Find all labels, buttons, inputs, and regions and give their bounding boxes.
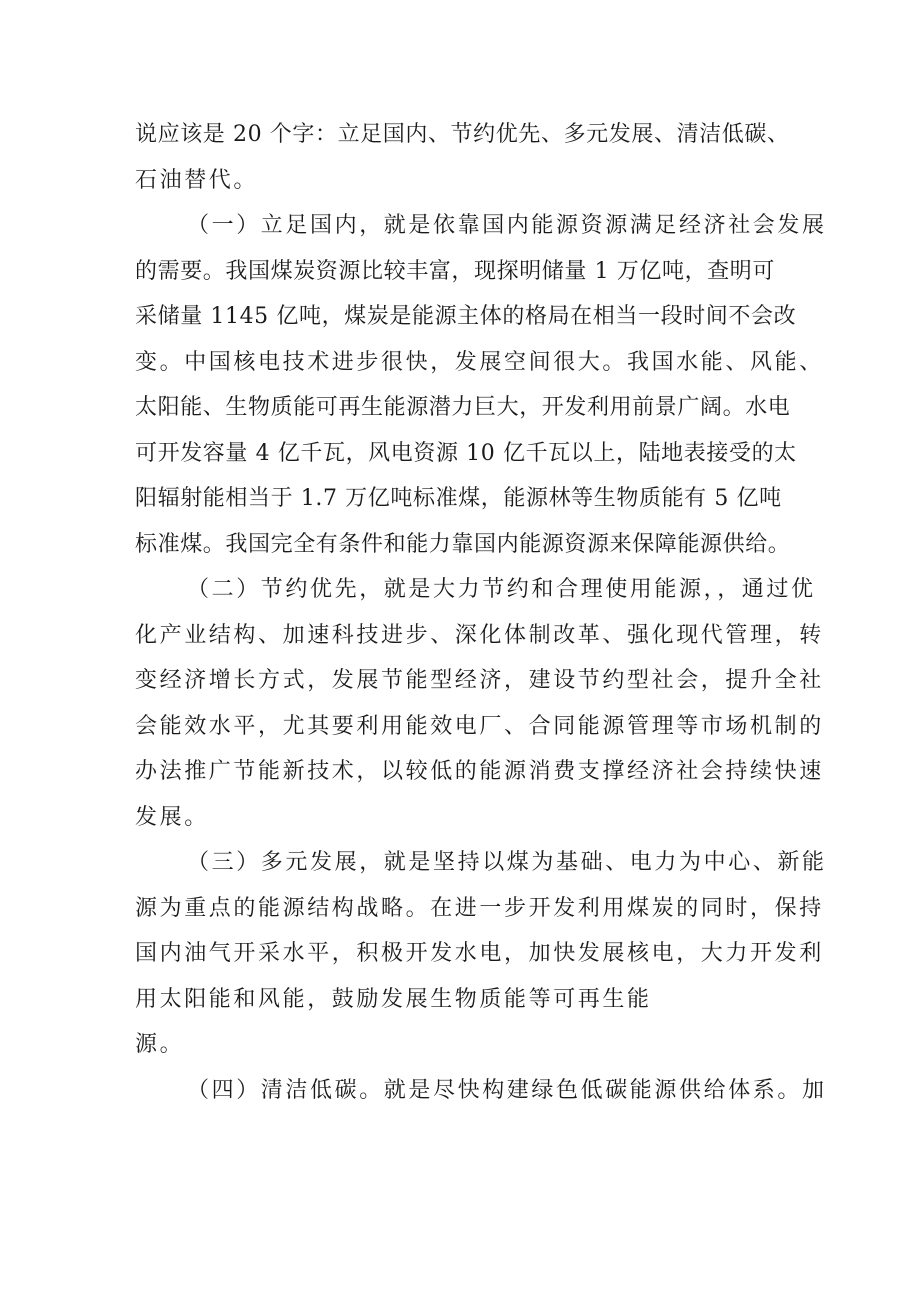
text-line-7: 太阳能、生物质能可再生能源潜力巨大，开发利用前景广阔。水电 [135, 395, 791, 420]
text-line-10: 标准煤。我国完全有条件和能力靠国内能源资源来保障能源供给。 [135, 531, 791, 557]
text-line-9: 阳辐射能相当于 1.7 万亿吨标准煤，能源林等生物质能有 5 亿吨 [135, 486, 782, 511]
text-line-15: 办法推广节能新技术，以较低的能源消费支撑经济社会持续快速 [135, 759, 824, 784]
text-line-14: 会能效水平，尤其要利用能效电厂、合同能源管理等市场机制的 [135, 713, 824, 739]
text-line-6: 变。中国核电技术进步很快，发展空间很大。我国水能、风能、 [135, 349, 824, 375]
paragraph-4-start: （四）清洁低碳。就是尽快构建绿色低碳能源供给体系。加 [187, 1077, 827, 1103]
text-line-19: 国内油气开采水平，积极开发水电，加快发展核电，大力开发利 [135, 941, 824, 966]
text-line-20: 用太阳能和风能，鼓励发展生物质能等可再生能 [135, 986, 652, 1012]
text-line-13: 变经济增长方式，发展节能型经济，建设节约型社会，提升全社 [135, 668, 824, 693]
paragraph-2-start: （二）节约优先，就是大力节约和合理使用能源，，通过优 [187, 577, 816, 602]
text-line-2: 石油替代。 [135, 167, 259, 193]
text-line-12: 化产业结构、加速科技进步、深化体制改革、强化现代管理，转 [135, 622, 824, 648]
text-line-5: 采储量 1145 亿吨，煤炭是能源主体的格局在相当一段时间不会改 [135, 304, 797, 329]
body-text [135, 112, 827, 1113]
text-line-1: 说应该是 20 个字：立足国内、节约优先、多元发展、清洁低碳、 [135, 122, 790, 147]
paragraph-3-start: （三）多元发展，就是坚持以煤为基础、电力为中心、新能 [187, 850, 827, 875]
text-line-8: 可开发容量 4 亿千瓦，风电资源 10 亿千瓦以上，陆地表接受的太 [135, 440, 797, 466]
text-line-4: 的需要。我国煤炭资源比较丰富，现探明储量 1 万亿吨，查明可 [135, 258, 775, 284]
text-line-21: 源。 [135, 1032, 185, 1057]
text-line-16: 发展。 [135, 804, 209, 830]
text-line-18: 源为重点的能源结构战略。在进一步开发利用煤炭的同时，保持 [135, 895, 824, 921]
paragraph-1-start: （一）立足国内，就是依靠国内能源资源满足经济社会发展 [187, 213, 827, 238]
